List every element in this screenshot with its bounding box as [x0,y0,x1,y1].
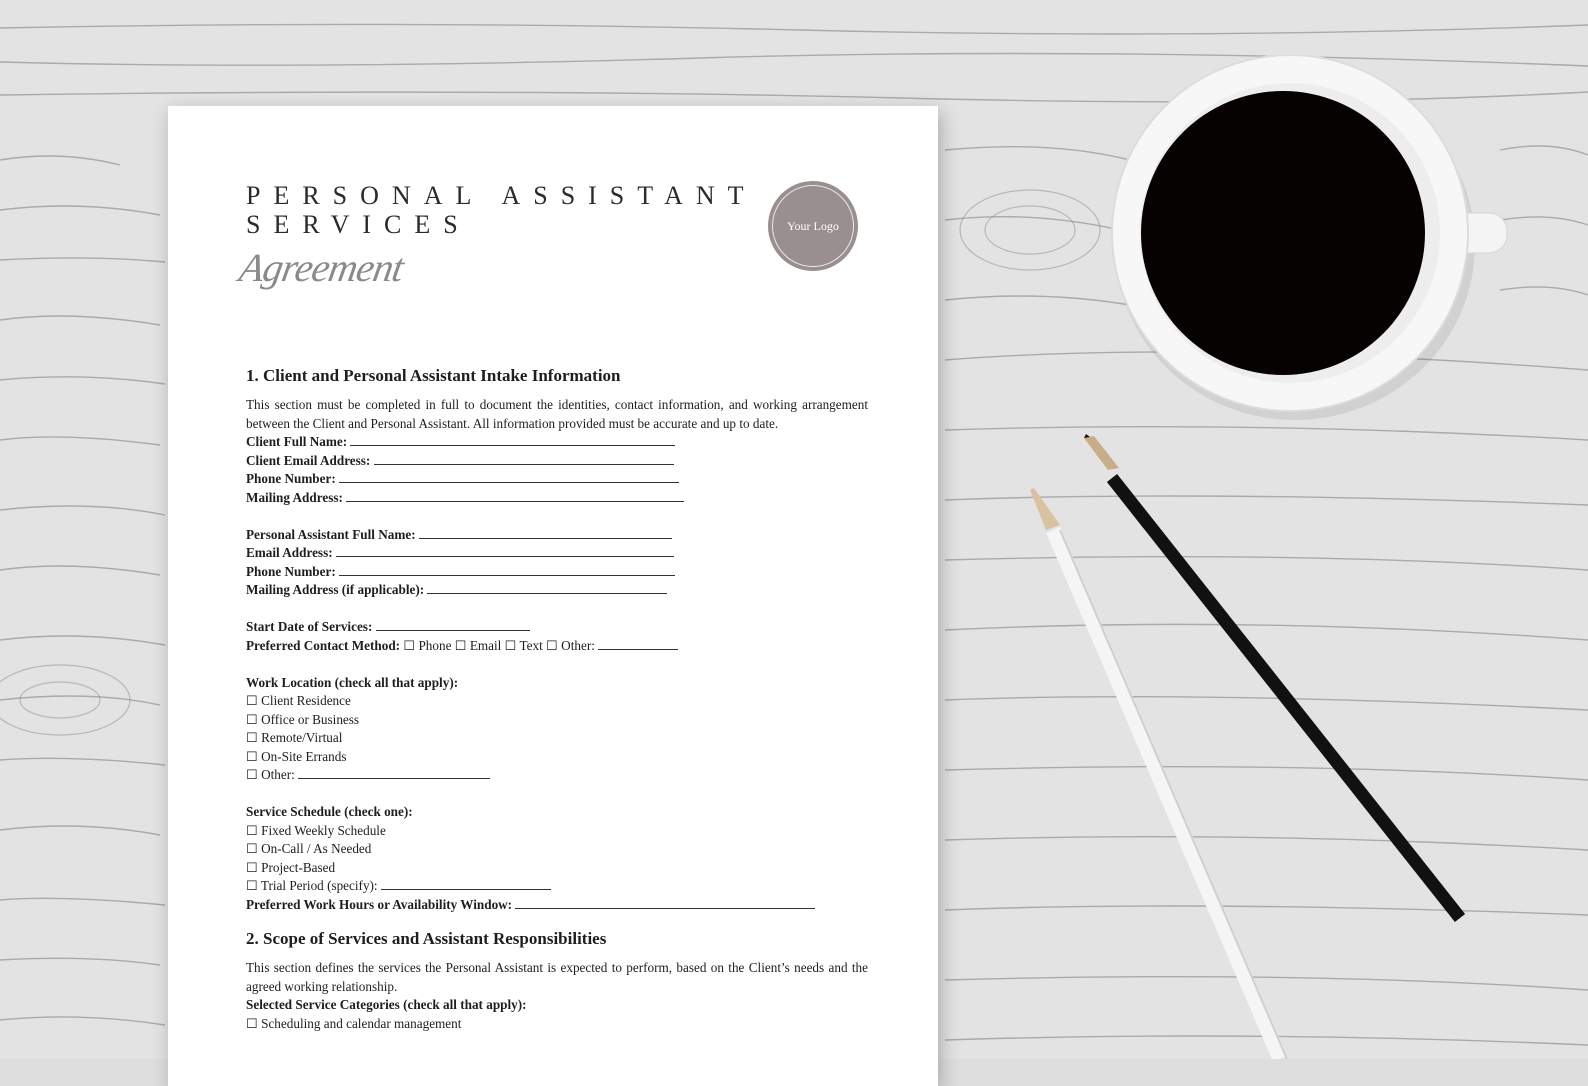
title-line-2: SERVICES [246,210,471,239]
work-location-option[interactable]: ☐ Client Residence [246,693,351,708]
client-name-field[interactable]: Client Full Name: [246,433,868,452]
assistant-email-field[interactable]: Email Address: [246,544,868,563]
section-1-intro: This section must be completed in full to document the identities, contact information, and working arrangement between the Client and Personal Assistant. All information provided must be accurate and up to date. [246,397,868,431]
schedule-option[interactable]: ☐ Project-Based [246,859,336,875]
blank-line[interactable] [381,878,551,890]
agreement-document [168,106,938,1086]
document-body [246,366,868,1033]
coffee-liquid [1141,91,1425,375]
black-pencil [1084,434,1460,918]
pencils [1020,430,1490,1059]
contact-method-field[interactable]: Preferred Contact Method: ☐ Phone ☐ Email ☐ Text ☐ Other: [246,637,868,656]
assistant-phone-field[interactable]: Phone Number: [246,563,868,582]
white-pencil [1030,488,1287,1059]
section-2-heading: 2. Scope of Services and Assistant Responsibilities [246,929,607,948]
work-hours-field[interactable]: Preferred Work Hours or Availability Window: [246,896,868,915]
work-location-option[interactable]: ☐ On-Site Errands [246,748,347,764]
logo-text: Your Logo [787,218,839,233]
work-location-option[interactable]: ☐ Office or Business [246,711,360,727]
client-email-field[interactable]: Client Email Address: [246,452,868,471]
schedule-trial-option[interactable]: ☐ Trial Period (specify): [246,877,868,896]
assistant-name-field[interactable]: Personal Assistant Full Name: [246,526,868,545]
service-category-option[interactable]: ☐ Scheduling and calendar management [246,1015,462,1031]
schedule-option[interactable]: ☐ On-Call / As Needed [246,841,372,856]
schedule-option[interactable]: ☐ Fixed Weekly Schedule [246,822,386,838]
service-schedule-label: Service Schedule (check one): [246,804,413,819]
coffee-cup [1085,55,1525,425]
section-2-intro: This section defines the services the Personal Assistant is expected to perform, based on the Client’s needs and the agreed working relationship. [246,960,868,994]
blank-line[interactable] [298,767,490,779]
assistant-mailing-field[interactable]: Mailing Address (if applicable): [246,581,868,600]
work-location-other[interactable]: ☐ Other: [246,766,868,785]
document-title [246,181,806,239]
blank-line[interactable] [346,490,684,502]
client-phone-field[interactable]: Phone Number: [246,470,868,489]
contact-method-options[interactable]: ☐ Phone ☐ Email ☐ Text ☐ Other: [403,637,595,653]
start-date-field[interactable]: Start Date of Services: [246,618,868,637]
blank-line[interactable] [376,619,530,631]
blank-line[interactable] [350,434,675,446]
script-subtitle: Agreement [236,245,407,290]
logo-placeholder [768,181,858,271]
service-categories-label: Selected Service Categories (check all that apply): [246,997,527,1012]
blank-line[interactable] [339,564,675,576]
work-location-label: Work Location (check all that apply): [246,674,459,690]
blank-line[interactable] [427,582,667,594]
blank-line[interactable] [598,638,678,650]
blank-line[interactable] [515,897,815,909]
work-location-option[interactable]: ☐ Remote/Virtual [246,730,343,745]
blank-line[interactable] [419,527,672,539]
client-mailing-field[interactable]: Mailing Address: [246,489,868,508]
blank-line[interactable] [336,545,674,557]
title-line-1: PERSONAL ASSISTANT [246,181,757,210]
blank-line[interactable] [374,453,674,465]
section-1-heading: 1. Client and Personal Assistant Intake Information [246,366,621,385]
blank-line[interactable] [339,471,679,483]
